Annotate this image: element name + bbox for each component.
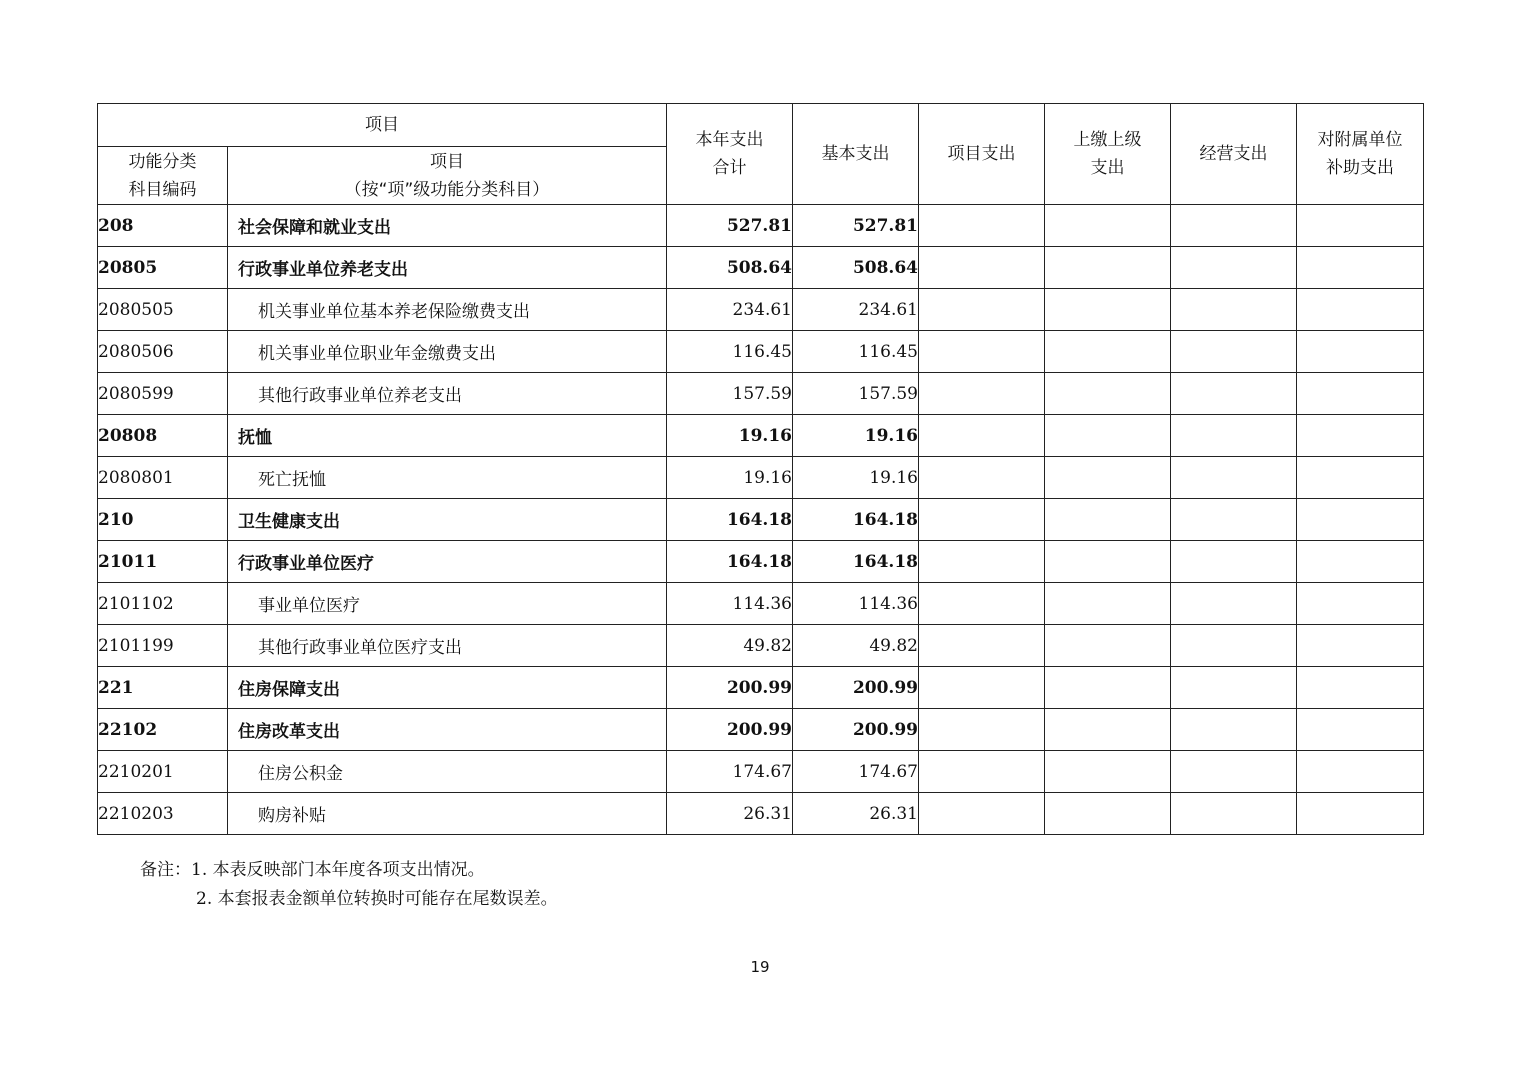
header-subsidy: 对附属单位 补助支出 [1297, 104, 1424, 205]
subsidy-cell [1297, 793, 1424, 835]
code-cell: 20808 [98, 415, 228, 457]
table-row [98, 583, 1424, 625]
item-name-cell: 住房改革支出 [228, 709, 667, 751]
table-row [98, 541, 1424, 583]
item-name-cell: 机关事业单位基本养老保险缴费支出 [228, 289, 667, 331]
upper-payment-cell [1045, 709, 1171, 751]
header-total: 本年支出 合计 [667, 104, 793, 205]
total-cell: 19.16 [667, 415, 793, 457]
table-row [98, 709, 1424, 751]
table-row [98, 667, 1424, 709]
project-expenditure-cell [919, 751, 1045, 793]
business-cell [1171, 415, 1297, 457]
upper-payment-cell [1045, 541, 1171, 583]
code-cell: 2101102 [98, 583, 228, 625]
table-row [98, 415, 1424, 457]
header-code: 功能分类 科目编码 [98, 147, 228, 205]
total-cell: 508.64 [667, 247, 793, 289]
code-cell: 20805 [98, 247, 228, 289]
table-body [98, 205, 1424, 835]
project-expenditure-cell [919, 373, 1045, 415]
item-name-cell: 其他行政事业单位医疗支出 [228, 625, 667, 667]
project-expenditure-cell [919, 709, 1045, 751]
item-name-cell: 事业单位医疗 [228, 583, 667, 625]
business-cell [1171, 667, 1297, 709]
total-cell: 164.18 [667, 541, 793, 583]
basic-cell: 114.36 [793, 583, 919, 625]
basic-cell: 174.67 [793, 751, 919, 793]
table-row [98, 331, 1424, 373]
header-project: 项目 [98, 104, 667, 147]
code-cell: 2101199 [98, 625, 228, 667]
expenditure-table [97, 103, 1424, 835]
business-cell [1171, 751, 1297, 793]
business-cell [1171, 583, 1297, 625]
project-expenditure-cell [919, 625, 1045, 667]
total-cell: 174.67 [667, 751, 793, 793]
basic-cell: 200.99 [793, 709, 919, 751]
project-expenditure-cell [919, 793, 1045, 835]
upper-payment-cell [1045, 205, 1171, 247]
header-project-expenditure: 项目支出 [919, 104, 1045, 205]
project-expenditure-cell [919, 667, 1045, 709]
business-cell [1171, 373, 1297, 415]
table-row [98, 289, 1424, 331]
business-cell [1171, 709, 1297, 751]
upper-payment-cell [1045, 373, 1171, 415]
item-name-cell: 其他行政事业单位养老支出 [228, 373, 667, 415]
subsidy-cell [1297, 625, 1424, 667]
project-expenditure-cell [919, 457, 1045, 499]
table-row [98, 247, 1424, 289]
code-cell: 2080506 [98, 331, 228, 373]
total-cell: 26.31 [667, 793, 793, 835]
project-expenditure-cell [919, 583, 1045, 625]
upper-payment-cell [1045, 415, 1171, 457]
subsidy-cell [1297, 709, 1424, 751]
total-cell: 114.36 [667, 583, 793, 625]
business-cell [1171, 457, 1297, 499]
project-expenditure-cell [919, 541, 1045, 583]
table-row [98, 499, 1424, 541]
project-expenditure-cell [919, 331, 1045, 373]
table-row [98, 457, 1424, 499]
total-cell: 234.61 [667, 289, 793, 331]
basic-cell: 234.61 [793, 289, 919, 331]
item-name-cell: 卫生健康支出 [228, 499, 667, 541]
page-number: 19 [750, 958, 770, 976]
total-cell: 200.99 [667, 667, 793, 709]
basic-cell: 200.99 [793, 667, 919, 709]
subsidy-cell [1297, 541, 1424, 583]
upper-payment-cell [1045, 667, 1171, 709]
upper-payment-cell [1045, 583, 1171, 625]
item-name-cell: 死亡抚恤 [228, 457, 667, 499]
total-cell: 157.59 [667, 373, 793, 415]
business-cell [1171, 205, 1297, 247]
upper-payment-cell [1045, 793, 1171, 835]
total-cell: 49.82 [667, 625, 793, 667]
item-name-cell: 行政事业单位医疗 [228, 541, 667, 583]
project-expenditure-cell [919, 289, 1045, 331]
total-cell: 116.45 [667, 331, 793, 373]
total-cell: 200.99 [667, 709, 793, 751]
basic-cell: 19.16 [793, 415, 919, 457]
upper-payment-cell [1045, 457, 1171, 499]
subsidy-cell [1297, 751, 1424, 793]
business-cell [1171, 247, 1297, 289]
item-name-cell: 住房保障支出 [228, 667, 667, 709]
code-cell: 2210201 [98, 751, 228, 793]
code-cell: 2080801 [98, 457, 228, 499]
code-cell: 210 [98, 499, 228, 541]
item-name-cell: 社会保障和就业支出 [228, 205, 667, 247]
business-cell [1171, 541, 1297, 583]
upper-payment-cell [1045, 751, 1171, 793]
table-row [98, 793, 1424, 835]
upper-payment-cell [1045, 625, 1171, 667]
code-cell: 21011 [98, 541, 228, 583]
header-basic: 基本支出 [793, 104, 919, 205]
subsidy-cell [1297, 205, 1424, 247]
item-name-cell: 机关事业单位职业年金缴费支出 [228, 331, 667, 373]
subsidy-cell [1297, 247, 1424, 289]
notes [140, 856, 558, 914]
subsidy-cell [1297, 415, 1424, 457]
basic-cell: 116.45 [793, 331, 919, 373]
business-cell [1171, 499, 1297, 541]
project-expenditure-cell [919, 247, 1045, 289]
subsidy-cell [1297, 457, 1424, 499]
total-cell: 527.81 [667, 205, 793, 247]
item-name-cell: 抚恤 [228, 415, 667, 457]
total-cell: 164.18 [667, 499, 793, 541]
code-cell: 221 [98, 667, 228, 709]
subsidy-cell [1297, 289, 1424, 331]
code-cell: 22102 [98, 709, 228, 751]
project-expenditure-cell [919, 415, 1045, 457]
upper-payment-cell [1045, 247, 1171, 289]
business-cell [1171, 625, 1297, 667]
business-cell [1171, 331, 1297, 373]
subsidy-cell [1297, 583, 1424, 625]
upper-payment-cell [1045, 331, 1171, 373]
subsidy-cell [1297, 499, 1424, 541]
business-cell [1171, 793, 1297, 835]
basic-cell: 164.18 [793, 499, 919, 541]
basic-cell: 164.18 [793, 541, 919, 583]
table-row [98, 625, 1424, 667]
basic-cell: 26.31 [793, 793, 919, 835]
item-name-cell: 购房补贴 [228, 793, 667, 835]
subsidy-cell [1297, 667, 1424, 709]
project-expenditure-cell [919, 205, 1045, 247]
project-expenditure-cell [919, 499, 1045, 541]
item-name-cell: 行政事业单位养老支出 [228, 247, 667, 289]
total-cell: 19.16 [667, 457, 793, 499]
basic-cell: 527.81 [793, 205, 919, 247]
item-name-cell: 住房公积金 [228, 751, 667, 793]
header-item: 项目 （按“项”级功能分类科目） [228, 147, 667, 205]
code-cell: 2080599 [98, 373, 228, 415]
code-cell: 2210203 [98, 793, 228, 835]
table-row [98, 373, 1424, 415]
code-cell: 2080505 [98, 289, 228, 331]
basic-cell: 19.16 [793, 457, 919, 499]
note-line-1: 备注：1. 本表反映部门本年度各项支出情况。 [140, 860, 485, 880]
subsidy-cell [1297, 373, 1424, 415]
basic-cell: 508.64 [793, 247, 919, 289]
subsidy-cell [1297, 331, 1424, 373]
table-row [98, 751, 1424, 793]
table-row [98, 205, 1424, 247]
note-line-2: 2. 本套报表金额单位转换时可能存在尾数误差。 [196, 889, 558, 909]
code-cell: 208 [98, 205, 228, 247]
basic-cell: 157.59 [793, 373, 919, 415]
basic-cell: 49.82 [793, 625, 919, 667]
upper-payment-cell [1045, 289, 1171, 331]
header-upper-payment: 上缴上级 支出 [1045, 104, 1171, 205]
header-business: 经营支出 [1171, 104, 1297, 205]
upper-payment-cell [1045, 499, 1171, 541]
business-cell [1171, 289, 1297, 331]
